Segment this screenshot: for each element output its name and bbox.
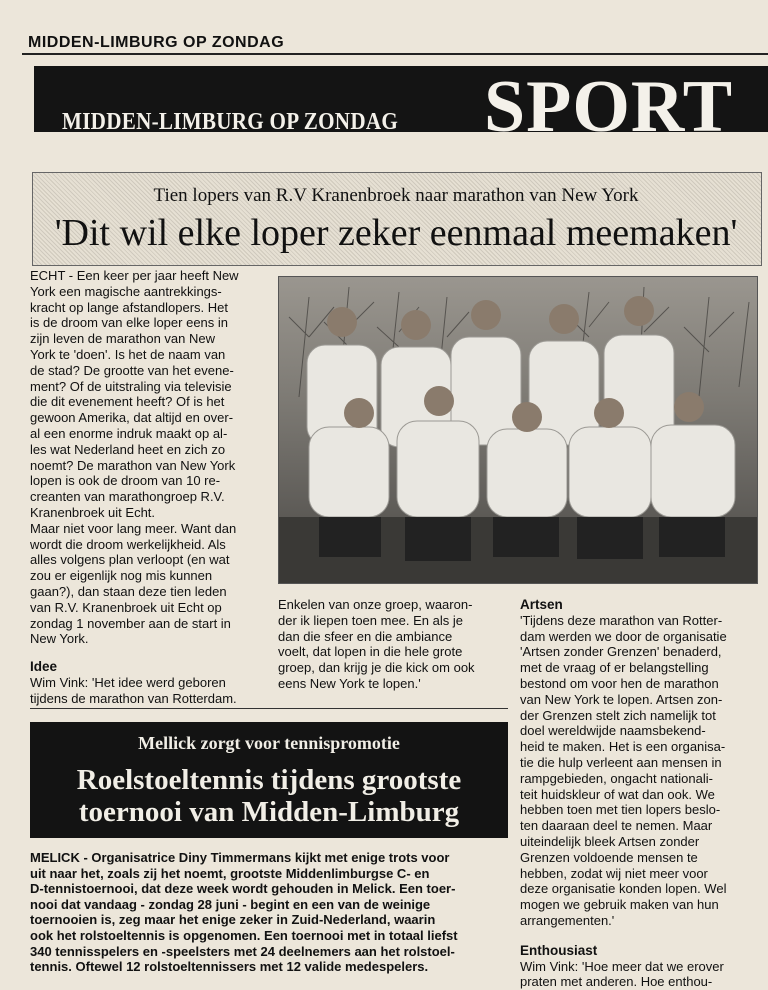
- text-line: noemt? De marathon van New York: [30, 457, 236, 473]
- article-kicker: Tien lopers van R.V Kranenbroek naar marathon van New York: [153, 185, 639, 206]
- tennis-lines: [30, 850, 510, 975]
- text-line: deze organisatie konden lopen. Wel: [520, 881, 727, 897]
- text-line: hebben, zodat wij niet meer voor: [520, 865, 708, 881]
- text-line: doel wereldwijde naamsbekend-: [520, 723, 706, 739]
- text-line: York te 'doen'. Is het de naam van: [30, 346, 226, 362]
- text-line: kracht op lange afstandlopers. Het: [30, 299, 229, 315]
- text-line: bestond om voor hen de marathon: [520, 675, 719, 691]
- text-line: gewoon Amerika, dat altijd en over-: [30, 410, 234, 426]
- article-column-3: [520, 597, 760, 990]
- text-line: 'Tijdens deze marathon van Rotter-: [520, 612, 723, 628]
- text-line: die dit evenement heeft? Of is het: [30, 394, 225, 410]
- text-line: creanten van marathongroep R.V.: [30, 489, 225, 505]
- text-line: New York.: [30, 631, 89, 647]
- text-line: met de vraag of er belangstelling: [520, 660, 709, 676]
- column-1-text: [30, 268, 276, 647]
- text-line: MELICK - Organisatrice Diny Timmermans kijkt met enige trots voor: [30, 850, 450, 865]
- text-line: ECHT - Een keer per jaar heeft New: [30, 268, 239, 283]
- banner-title: SPORT: [484, 66, 734, 148]
- text-line: van New York te lopen. Artsen zon-: [520, 691, 723, 707]
- enthousiast-text: [520, 959, 760, 990]
- text-line: is de droom van elke loper eens in: [30, 315, 229, 331]
- text-line: zou er eigenlijk nog mis kunnen: [30, 568, 213, 584]
- subhead-enthousiast: Enthousiast: [520, 942, 598, 958]
- text-line: de stad? De grootte van het evene-: [30, 362, 234, 378]
- text-line: ook het rolstoeltennis is opgenomen. Een toernooi met in totaal liefst: [30, 927, 458, 943]
- text-line: ment? Of de uitstraling via televisie: [30, 378, 232, 394]
- text-line: wordt die droom werkelijkheid. Als: [30, 536, 226, 552]
- text-line: uiteindelijk bleek Artsen zonder: [520, 833, 700, 849]
- text-line: nooi dat vandaag - zondag 28 juni - begint en een van de weinige: [30, 896, 431, 912]
- text-line: Wim Vink: 'Hoe meer dat we erover: [520, 958, 724, 974]
- text-line: 340 tennisspelers en -speelsters met 24 deelnemers aan het rolstoel-: [30, 943, 455, 959]
- text-line: zijn leven de marathon van New: [30, 331, 215, 347]
- text-line: Enkelen van onze groep, waaron-: [278, 597, 473, 612]
- text-line: hebben toen met tien lopers beslo-: [520, 802, 721, 818]
- text-line: mogen we gebruik maken van hun: [520, 897, 719, 913]
- text-line: D-tennistoernooi, dat deze week wordt gehouden in Melick. Een toer-: [30, 881, 456, 897]
- team-photo: [278, 276, 758, 584]
- text-line: van R.V. Kranenbroek uit Echt op: [30, 599, 222, 615]
- text-line: toernooien is, zeg maar het enige zeker in Zuid-Nederland, waarin: [30, 912, 436, 928]
- text-line: dan die sfeer en die ambiance: [278, 628, 453, 644]
- text-line: groep, dan krijg je die kick om ook: [278, 660, 475, 676]
- text-line: tie die hulp verleent aan mensen in: [520, 754, 722, 770]
- text-line: al een enorme indruk maakt op al-: [30, 425, 228, 441]
- text-line: zondag 1 november aan de start in: [30, 615, 231, 631]
- banner-subtitle: MIDDEN-LIMBURG OP ZONDAG: [62, 109, 399, 135]
- idee-text: [30, 675, 276, 707]
- text-line: dam werden we door de organisatie: [520, 628, 727, 644]
- text-line: 'Artsen zonder Grenzen' benaderd,: [520, 644, 722, 660]
- text-line: uit naar het, zoals zij het noemt, grootste Middenlimburgse C- en: [30, 865, 430, 881]
- tennis-article-text: [30, 850, 510, 975]
- text-line: der Grenzen stelt zich namelijk tot: [520, 707, 716, 723]
- text-line: Kranenbroek uit Echt.: [30, 504, 156, 520]
- text-line: Wim Vink: 'Het idee werd geboren: [30, 674, 226, 690]
- tennis-headline-line-1: Roelstoeltennis tijdens grootste: [76, 764, 462, 796]
- text-line: alles volgens plan verloopt (en wat: [30, 552, 230, 568]
- text-line: teit huidskleur of wat dan ook. We: [520, 786, 715, 802]
- text-line: arrangementen.': [520, 912, 615, 928]
- text-line: ten daaraan deel te nemen. Maar: [520, 818, 713, 834]
- article-headline: 'Dit wil elke loper zeker eenmaal meemaken': [54, 212, 738, 254]
- text-line: gaan?), dan staan deze tien leden: [30, 583, 227, 599]
- subhead-artsen: Artsen: [520, 597, 563, 612]
- section-label: MIDDEN-LIMBURG OP ZONDAG: [28, 34, 285, 51]
- article-column-2: [278, 597, 514, 692]
- text-line: tijdens de marathon van Rotterdam.: [30, 690, 237, 706]
- text-line: rampgebieden, ongacht nationali-: [520, 770, 713, 786]
- tennis-kicker: Mellick zorgt voor tennispromotie: [138, 733, 400, 753]
- text-line: tennis. Oftewel 12 rolstoeltennissers met 12 valide medespelers.: [30, 959, 429, 975]
- text-line: eens New York te lopen.': [278, 675, 421, 691]
- text-line: der ik liepen toen mee. En als je: [278, 612, 463, 628]
- text-line: heid te maken. Het is een organisa-: [520, 739, 726, 755]
- tennis-headline-line-2: toernooi van Midden-Limburg: [78, 796, 460, 828]
- tennis-divider: [30, 708, 508, 709]
- text-line: praten met anderen. Hoe enthou-: [520, 974, 713, 990]
- text-line: Grenzen voldoende mensen te: [520, 849, 698, 865]
- team-photo-illustration: [279, 277, 757, 583]
- text-line: voelt, dat lopen in die hele grote: [278, 644, 463, 660]
- column-3-text: [520, 613, 760, 929]
- top-rule: [22, 53, 768, 55]
- column-2-text: [278, 597, 514, 692]
- text-line: Maar niet voor lang meer. Want dan: [30, 520, 237, 536]
- tennis-headline: [30, 764, 508, 828]
- subhead-idee: Idee: [30, 659, 58, 675]
- text-line: York een magische aantrekkings-: [30, 283, 222, 299]
- article-column-1: [30, 268, 276, 707]
- text-line: lopen is ook de droom van 10 re-: [30, 473, 221, 489]
- text-line: les wat Nederland heet en zich zo: [30, 441, 226, 457]
